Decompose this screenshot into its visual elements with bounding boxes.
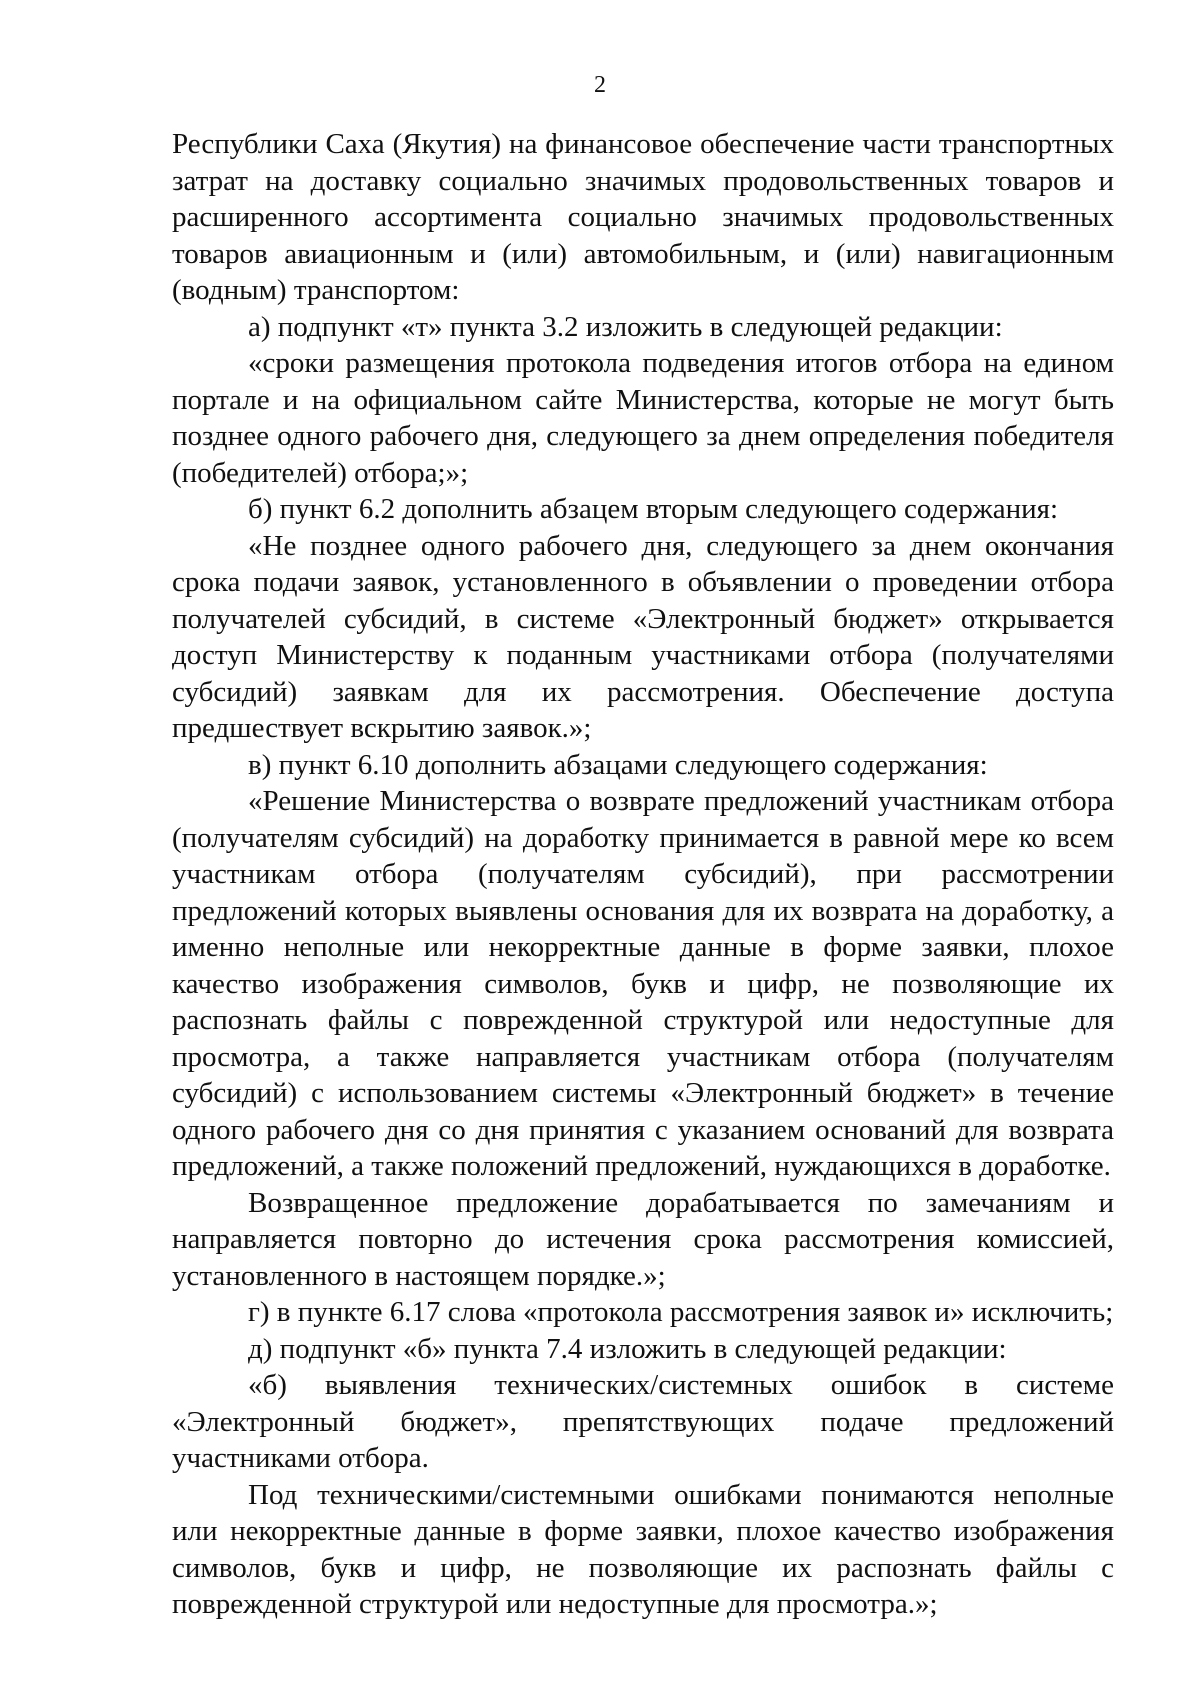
paragraph-item-g: г) в пункте 6.17 слова «протокола рассмотрения заявок и» исключить;	[248, 1296, 1114, 1328]
paragraph-item-d-text-1: «б) выявления технических/системных ошибок в системе «Электронный бюджет», препятствующих подаче предложений участниками отбора.	[172, 1369, 1114, 1474]
paragraph-item-b-text: «Не позднее одного рабочего дня, следующего за днем окончания срока подачи заявок, установленного в объявлении о проведении отбора получателей субсидий, в системе «Электронный бюджет» открывается доступ Министерству к поданным участниками отбора (получателями субсидий) заявкам для их рассмотрения. Обеспечение доступа предшествует вскрытию заявок.»;	[172, 529, 1114, 744]
paragraph-item-b: б) пункт 6.2 дополнить абзацем вторым следующего содержания:	[248, 493, 1059, 525]
paragraph-item-a-text: «сроки размещения протокола подведения итогов отбора на едином портале и на официальном сайте Министерства, которые не могут быть позднее одного рабочего дня, следующего за днем определения победителя (победителей) отбора;»;	[172, 347, 1114, 489]
paragraph-item-v: в) пункт 6.10 дополнить абзацами следующего содержания:	[248, 748, 988, 781]
paragraph-item-d-text-2: Под техническими/системными ошибками понимаются неполные или некорректные данные в форме заявки, плохое качество изображения символов, букв и цифр, не позволяющие их распознать файлы с поврежденной структурой или недоступные для просмотра.»;	[172, 1478, 1114, 1620]
paragraph-item-d: д) подпункт «б» пункта 7.4 изложить в следующей редакции:	[248, 1332, 1007, 1365]
paragraph-intro: Республики Саха (Якутия) на финансовое обеспечение части транспортных затрат на доставку социально значимых продовольственных товаров и расширенного ассортимента социально значимых продовольственных товаров авиационным и (или) автомобильным, и (или) навигационным (водным) транспортом:	[172, 128, 1114, 306]
paragraph-item-v-text-1: «Решение Министерства о возврате предложений участникам отбора (получателям субсидий) на доработку принимается в равной мере ко всем участникам отбора (получателям субсидий), при рассмотрении предложений которых выявлены основания для их возврата на доработку, а именно неполные или некорректные данные в форме заявки, плохое качество изображения символов, букв и цифр, не позволяющие их распознать файлы с поврежденной структурой или недоступные для просмотра, а также направляется участникам отбора (получателям субсидий) с использованием системы «Электронный бюджет» в течение одного рабочего дня со дня принятия с указанием оснований для возврата предложений, а также положений предложений, нуждающихся в доработке.	[172, 785, 1114, 1182]
document-body	[172, 126, 1114, 1623]
page-number: 2	[594, 72, 606, 98]
paragraph-item-v-text-2: Возвращенное предложение дорабатывается по замечаниям и направляется повторно до истечения срока рассмотрения комиссией, установленного в настоящем порядке.»;	[172, 1186, 1114, 1292]
paragraph-item-a: а) подпункт «т» пункта 3.2 изложить в следующей редакции:	[248, 310, 1003, 343]
